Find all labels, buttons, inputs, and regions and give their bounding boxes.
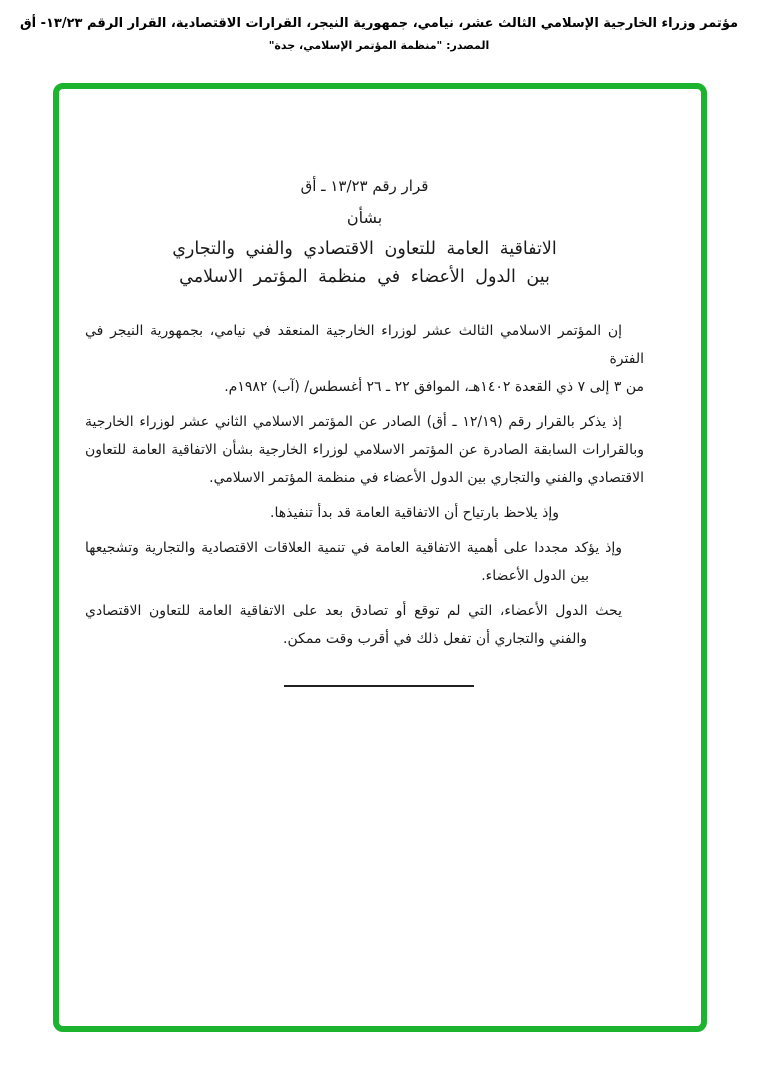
resolution-title-block bbox=[85, 177, 644, 287]
paragraph-line: وبالقرارات السابقة الصادرة عن المؤتمر الاسلامي لوزراء الخارجية بشأن الاتفاقية العامة للتعاون bbox=[85, 442, 644, 458]
paragraph-line: يحث الدول الأعضاء، التي لم توقع أو تصادق بعد على الاتفاقية العامة للتعاون الاقتصادي bbox=[85, 603, 622, 619]
paragraph-line: من ٣ إلى ٧ ذي القعدة ١٤٠٢هـ، الموافق ٢٢ ـ ٢٦ أغسطس/ (آب) ١٩٨٢م. bbox=[224, 379, 644, 395]
resolution-title-line-1: الاتفاقية العامة للتعاون الاقتصادي والفني والتجاري bbox=[172, 239, 557, 259]
document-frame bbox=[53, 83, 707, 1032]
paragraph-line: وإذ يؤكد مجددا على أهمية الاتفاقية العامة في تنمية العلاقات الاقتصادية والتجارية وتشجيعها bbox=[85, 540, 622, 556]
paragraph-line: والفني والتجاري أن تفعل ذلك في أقرب وقت ممكن. bbox=[283, 631, 587, 647]
paragraph-line: الاقتصادي والفني والتجاري بين الدول الأعضاء في منظمة المؤتمر الاسلامي. bbox=[209, 470, 644, 486]
paragraph-preamble-session bbox=[85, 317, 644, 401]
paragraph-recalling-resolution bbox=[85, 408, 644, 492]
paragraph-line: إذ يذكر بالقرار رقم (١٢/١٩ ـ أق) الصادر عن المؤتمر الاسلامي الثاني عشر لوزراء الخارجية bbox=[85, 414, 622, 430]
end-of-text-rule bbox=[284, 685, 474, 687]
paragraph-urging-signature bbox=[85, 597, 644, 653]
resolution-number-line: قرار رقم ١٣/٢٣ ـ أق bbox=[300, 177, 429, 195]
citation-source-line: المصدر: "منظمة المؤتمر الإسلامي، جدة" bbox=[268, 39, 490, 52]
paragraph-line: وإذ يلاحظ بارتياح أن الاتفاقية العامة قد بدأ تنفيذها. bbox=[270, 505, 559, 521]
document-page bbox=[59, 89, 701, 687]
paragraph-line: إن المؤتمر الاسلامي الثالث عشر لوزراء الخارجية المنعقد في نيامي، بجمهورية النيجر في الفترة bbox=[85, 323, 644, 367]
resolution-subject-word: بشأن bbox=[346, 208, 383, 227]
resolution-title-line-2: بين الدول الأعضاء في منظمة المؤتمر الاسلامي bbox=[179, 267, 550, 287]
paragraph-line: بين الدول الأعضاء. bbox=[481, 568, 589, 584]
resolution-body bbox=[85, 317, 644, 687]
paragraph-reaffirming-importance bbox=[85, 534, 644, 590]
paragraph-noting-implementation bbox=[85, 499, 644, 527]
citation-header bbox=[0, 16, 758, 52]
citation-line-1: مؤتمر وزراء الخارجية الإسلامي الثالث عشر، نيامي، جمهورية النيجر، القرارات الاقتصادية، القرار الرقم ١٣/٢٣- أق bbox=[19, 16, 739, 31]
